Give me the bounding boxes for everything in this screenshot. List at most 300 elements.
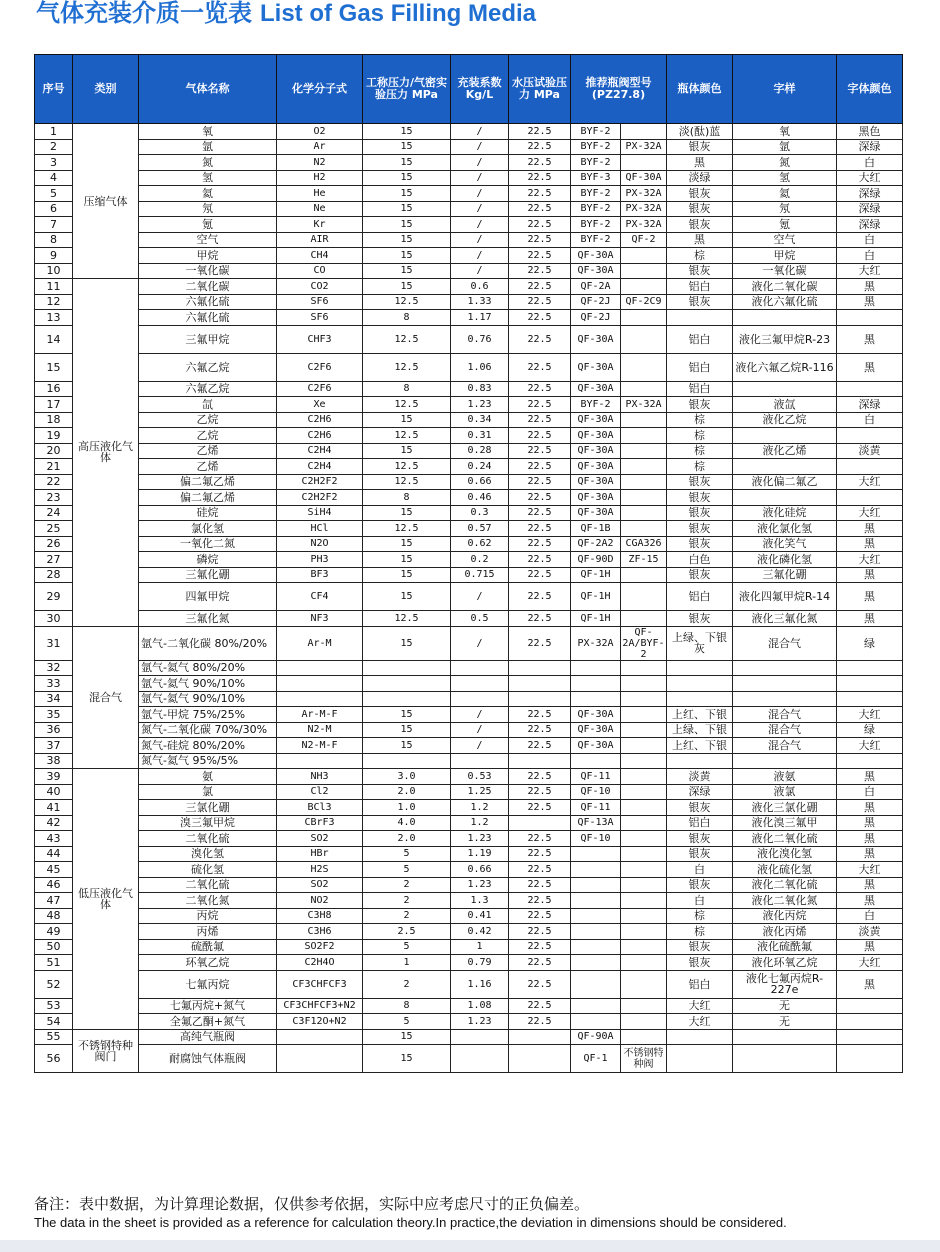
category-cell: 低压液化气体 xyxy=(73,769,139,1030)
cell-hydro-pressure: 22.5 xyxy=(509,626,571,660)
cell-pressure: 8 xyxy=(363,381,451,397)
table-row xyxy=(35,722,903,738)
cell-seq: 37 xyxy=(35,738,73,754)
cell-seq: 36 xyxy=(35,722,73,738)
cell-pressure: 15 xyxy=(363,232,451,248)
cell-font-color xyxy=(837,459,903,475)
cell-valve-alt xyxy=(621,611,667,627)
cell-valve-main: QF-30A xyxy=(571,505,621,521)
table-row xyxy=(35,521,903,537)
cell-fill-factor: / xyxy=(451,248,509,264)
cell-body-color: 白 xyxy=(667,862,733,878)
cell-body-color: 棕 xyxy=(667,412,733,428)
cell-seq: 53 xyxy=(35,998,73,1014)
cell-hydro-pressure: 22.5 xyxy=(509,1014,571,1030)
cell-font-color: 白 xyxy=(837,232,903,248)
category-cell: 压缩气体 xyxy=(73,124,139,279)
cell-gas-name: 磷烷 xyxy=(139,552,277,568)
cell-font-color: 大红 xyxy=(837,862,903,878)
cell-body-color: 淡黄 xyxy=(667,769,733,785)
cell-font-color: 黑 xyxy=(837,877,903,893)
cell-hydro-pressure xyxy=(509,1045,571,1073)
cell-valve-alt xyxy=(621,248,667,264)
cell-font-color: 黑 xyxy=(837,970,903,998)
table-row xyxy=(35,691,903,707)
cell-body-color: 上绿、下银灰 xyxy=(667,626,733,660)
cell-valve-alt xyxy=(621,505,667,521)
cell-marking: 氦 xyxy=(733,186,837,202)
cell-marking: 液化环氧乙烷 xyxy=(733,955,837,971)
cell-pressure: 15 xyxy=(363,1045,451,1073)
cell-valve-alt: QF-2C9 xyxy=(621,294,667,310)
cell-body-color: 银灰 xyxy=(667,397,733,413)
cell-font-color: 黑 xyxy=(837,846,903,862)
cell-pressure: 2 xyxy=(363,908,451,924)
cell-hydro-pressure: 22.5 xyxy=(509,124,571,140)
cell-seq: 16 xyxy=(35,381,73,397)
cell-pressure: 12.5 xyxy=(363,474,451,490)
table-row xyxy=(35,998,903,1014)
cell-hydro-pressure: 22.5 xyxy=(509,232,571,248)
cell-fill-factor: / xyxy=(451,232,509,248)
cell-body-color: 棕 xyxy=(667,924,733,940)
cell-body-color: 银灰 xyxy=(667,955,733,971)
cell-hydro-pressure: 22.5 xyxy=(509,707,571,723)
cell-marking: 液化硫化氢 xyxy=(733,862,837,878)
cell-valve-alt xyxy=(621,924,667,940)
cell-valve-main: QF-30A xyxy=(571,722,621,738)
cell-gas-name: 一氧化碳 xyxy=(139,263,277,279)
cell-gas-name: 溴化氢 xyxy=(139,846,277,862)
cell-body-color: 银灰 xyxy=(667,800,733,816)
cell-font-color: 黑 xyxy=(837,353,903,381)
note-en: The data in the sheet is provided as a reference for calculation theory.In practice,the deviation in dimensions should be considered. xyxy=(34,1215,787,1230)
cell-fill-factor: 1.25 xyxy=(451,784,509,800)
table-row xyxy=(35,924,903,940)
cell-formula xyxy=(277,691,363,707)
cell-formula: BCl3 xyxy=(277,800,363,816)
cell-seq: 21 xyxy=(35,459,73,475)
cell-hydro-pressure: 22.5 xyxy=(509,170,571,186)
cell-body-color: 铝白 xyxy=(667,583,733,611)
cell-hydro-pressure: 22.5 xyxy=(509,139,571,155)
cell-valve-main: QF-1 xyxy=(571,1045,621,1073)
cell-hydro-pressure: 22.5 xyxy=(509,428,571,444)
header-category: 类别 xyxy=(73,55,139,124)
cell-valve-main: BYF-2 xyxy=(571,155,621,171)
cell-formula: H2S xyxy=(277,862,363,878)
cell-font-color: 大红 xyxy=(837,738,903,754)
cell-valve-alt xyxy=(621,815,667,831)
cell-marking: 氮 xyxy=(733,155,837,171)
cell-marking xyxy=(733,660,837,676)
cell-marking: 混合气 xyxy=(733,722,837,738)
cell-gas-name: 氩气-甲烷 75%/25% xyxy=(139,707,277,723)
cell-seq: 23 xyxy=(35,490,73,506)
cell-marking: 液化四氟甲烷R-14 xyxy=(733,583,837,611)
cell-marking: 液化二氧化碳 xyxy=(733,279,837,295)
table-row xyxy=(35,186,903,202)
cell-valve-alt xyxy=(621,939,667,955)
cell-fill-factor: 0.83 xyxy=(451,381,509,397)
cell-formula xyxy=(277,660,363,676)
cell-gas-name: 乙烯 xyxy=(139,459,277,475)
cell-valve-main: BYF-2 xyxy=(571,186,621,202)
cell-valve-main xyxy=(571,846,621,862)
cell-font-color xyxy=(837,310,903,326)
cell-valve-alt: PX-32A xyxy=(621,186,667,202)
cell-valve-alt xyxy=(621,490,667,506)
cell-marking: 液化磷化氢 xyxy=(733,552,837,568)
cell-formula: O2 xyxy=(277,124,363,140)
cell-valve-alt: PX-32A xyxy=(621,397,667,413)
table-row xyxy=(35,1029,903,1045)
cell-pressure: 15 xyxy=(363,626,451,660)
cell-pressure: 15 xyxy=(363,738,451,754)
cell-hydro-pressure: 22.5 xyxy=(509,800,571,816)
cell-gas-name: 氢 xyxy=(139,170,277,186)
cell-seq: 46 xyxy=(35,877,73,893)
cell-valve-alt xyxy=(621,155,667,171)
cell-pressure: 15 xyxy=(363,248,451,264)
header-marking: 字样 xyxy=(733,55,837,124)
cell-formula: Cl2 xyxy=(277,784,363,800)
cell-valve-alt xyxy=(621,124,667,140)
cell-seq: 47 xyxy=(35,893,73,909)
cell-seq: 41 xyxy=(35,800,73,816)
cell-font-color: 大红 xyxy=(837,552,903,568)
cell-font-color xyxy=(837,753,903,769)
cell-body-color: 铝白 xyxy=(667,815,733,831)
cell-formula: CF3CHFCF3+N2 xyxy=(277,998,363,1014)
cell-valve-alt: PX-32A xyxy=(621,217,667,233)
table-row xyxy=(35,784,903,800)
table-row xyxy=(35,443,903,459)
cell-fill-factor: / xyxy=(451,139,509,155)
table-row xyxy=(35,139,903,155)
cell-valve-main xyxy=(571,877,621,893)
cell-valve-main: QF-13A xyxy=(571,815,621,831)
cell-body-color: 棕 xyxy=(667,248,733,264)
cell-body-color: 银灰 xyxy=(667,939,733,955)
cell-hydro-pressure: 22.5 xyxy=(509,155,571,171)
cell-gas-name: 乙烯 xyxy=(139,443,277,459)
cell-seq: 50 xyxy=(35,939,73,955)
cell-marking: 液氯 xyxy=(733,784,837,800)
cell-formula: SO2F2 xyxy=(277,939,363,955)
cell-hydro-pressure: 22.5 xyxy=(509,310,571,326)
cell-gas-name: 氩气-氦气 90%/10% xyxy=(139,691,277,707)
cell-pressure: 2.5 xyxy=(363,924,451,940)
cell-gas-name: 氮气-氦气 95%/5% xyxy=(139,753,277,769)
footer-bar xyxy=(0,1240,940,1252)
cell-marking: 液化三氟化氮 xyxy=(733,611,837,627)
cell-hydro-pressure: 22.5 xyxy=(509,217,571,233)
cell-font-color: 绿 xyxy=(837,626,903,660)
cell-gas-name: 耐腐蚀气体瓶阀 xyxy=(139,1045,277,1073)
cell-gas-name: 乙烷 xyxy=(139,412,277,428)
cell-body-color: 上红、下银 xyxy=(667,707,733,723)
cell-marking xyxy=(733,459,837,475)
cell-body-color: 淡绿 xyxy=(667,170,733,186)
cell-seq: 39 xyxy=(35,769,73,785)
cell-valve-main: QF-2J xyxy=(571,310,621,326)
cell-font-color: 淡黄 xyxy=(837,443,903,459)
cell-pressure: 15 xyxy=(363,201,451,217)
cell-formula: CBrF3 xyxy=(277,815,363,831)
cell-fill-factor: / xyxy=(451,722,509,738)
cell-gas-name: 偏二氟乙烯 xyxy=(139,490,277,506)
cell-body-color: 大红 xyxy=(667,998,733,1014)
cell-hydro-pressure: 22.5 xyxy=(509,862,571,878)
header-hydro-pressure: 水压试验压力 MPa xyxy=(509,55,571,124)
cell-gas-name: 高纯气瓶阀 xyxy=(139,1029,277,1045)
cell-gas-name: 硫化氢 xyxy=(139,862,277,878)
cell-gas-name: 六氟化硫 xyxy=(139,310,277,326)
cell-body-color: 棕 xyxy=(667,459,733,475)
cell-gas-name: 硅烷 xyxy=(139,505,277,521)
cell-valve-alt xyxy=(621,583,667,611)
cell-marking: 氖 xyxy=(733,201,837,217)
table-row xyxy=(35,170,903,186)
cell-gas-name: 溴三氟甲烷 xyxy=(139,815,277,831)
header-gas-name: 气体名称 xyxy=(139,55,277,124)
cell-pressure: 12.5 xyxy=(363,325,451,353)
cell-hydro-pressure: 22.5 xyxy=(509,738,571,754)
cell-valve-main: QF-30A xyxy=(571,474,621,490)
cell-hydro-pressure: 22.5 xyxy=(509,769,571,785)
cell-valve-main: QF-30A xyxy=(571,428,621,444)
cell-valve-alt xyxy=(621,459,667,475)
cell-hydro-pressure: 22.5 xyxy=(509,611,571,627)
table-row xyxy=(35,217,903,233)
cell-gas-name: 三氯化硼 xyxy=(139,800,277,816)
cell-body-color: 银灰 xyxy=(667,611,733,627)
cell-valve-alt xyxy=(621,893,667,909)
cell-fill-factor: 0.76 xyxy=(451,325,509,353)
cell-pressure: 5 xyxy=(363,939,451,955)
cell-valve-alt xyxy=(621,325,667,353)
cell-pressure: 15 xyxy=(363,186,451,202)
cell-body-color: 铝白 xyxy=(667,325,733,353)
cell-formula: SiH4 xyxy=(277,505,363,521)
cell-font-color: 深绿 xyxy=(837,186,903,202)
cell-hydro-pressure: 22.5 xyxy=(509,583,571,611)
cell-gas-name: 氨 xyxy=(139,769,277,785)
cell-valve-main: QF-2A2 xyxy=(571,536,621,552)
cell-hydro-pressure: 22.5 xyxy=(509,294,571,310)
cell-valve-alt xyxy=(621,353,667,381)
table-row xyxy=(35,583,903,611)
cell-font-color: 绿 xyxy=(837,722,903,738)
cell-seq: 44 xyxy=(35,846,73,862)
cell-hydro-pressure: 22.5 xyxy=(509,846,571,862)
cell-body-color: 银灰 xyxy=(667,474,733,490)
cell-gas-name: 空气 xyxy=(139,232,277,248)
cell-formula: C2F6 xyxy=(277,381,363,397)
cell-valve-alt: PX-32A xyxy=(621,139,667,155)
cell-seq: 12 xyxy=(35,294,73,310)
cell-pressure: 15 xyxy=(363,505,451,521)
cell-fill-factor: / xyxy=(451,583,509,611)
cell-body-color: 上红、下银 xyxy=(667,738,733,754)
cell-font-color: 黑 xyxy=(837,611,903,627)
cell-valve-alt xyxy=(621,998,667,1014)
cell-pressure: 12.5 xyxy=(363,611,451,627)
table-row xyxy=(35,955,903,971)
cell-valve-alt xyxy=(621,263,667,279)
cell-font-color xyxy=(837,660,903,676)
gas-media-table xyxy=(34,54,903,1073)
cell-marking: 无 xyxy=(733,1014,837,1030)
cell-valve-main: BYF-2 xyxy=(571,124,621,140)
cell-gas-name: 氙 xyxy=(139,397,277,413)
cell-pressure: 4.0 xyxy=(363,815,451,831)
cell-font-color: 淡黄 xyxy=(837,924,903,940)
header-fill-factor: 充装系数 Kg/L xyxy=(451,55,509,124)
cell-gas-name: 乙烷 xyxy=(139,428,277,444)
cell-seq: 55 xyxy=(35,1029,73,1045)
cell-valve-main: QF-1H xyxy=(571,567,621,583)
cell-valve-alt xyxy=(621,443,667,459)
cell-formula: SO2 xyxy=(277,877,363,893)
cell-valve-main: QF-1H xyxy=(571,583,621,611)
cell-font-color xyxy=(837,998,903,1014)
cell-valve-main: QF-30A xyxy=(571,381,621,397)
cell-pressure: 8 xyxy=(363,998,451,1014)
cell-valve-main xyxy=(571,691,621,707)
cell-marking: 氢 xyxy=(733,170,837,186)
cell-gas-name: 六氟化硫 xyxy=(139,294,277,310)
cell-pressure: 3.0 xyxy=(363,769,451,785)
table-row xyxy=(35,738,903,754)
cell-gas-name: 氩气-氦气 80%/20% xyxy=(139,660,277,676)
cell-seq: 26 xyxy=(35,536,73,552)
cell-valve-alt: QF-2 xyxy=(621,232,667,248)
cell-valve-main: QF-30A xyxy=(571,325,621,353)
cell-marking: 液化溴三氟甲 xyxy=(733,815,837,831)
cell-body-color: 银灰 xyxy=(667,139,733,155)
cell-fill-factor: / xyxy=(451,626,509,660)
cell-body-color: 铝白 xyxy=(667,353,733,381)
cell-formula: C2H4O xyxy=(277,955,363,971)
cell-seq: 56 xyxy=(35,1045,73,1073)
cell-font-color: 黑色 xyxy=(837,124,903,140)
cell-formula: C2H2F2 xyxy=(277,474,363,490)
cell-fill-factor: 0.46 xyxy=(451,490,509,506)
cell-seq: 19 xyxy=(35,428,73,444)
cell-body-color: 银灰 xyxy=(667,186,733,202)
cell-marking: 无 xyxy=(733,998,837,1014)
cell-fill-factor: / xyxy=(451,263,509,279)
cell-formula xyxy=(277,1029,363,1045)
cell-gas-name: 氮气-二氧化碳 70%/30% xyxy=(139,722,277,738)
cell-pressure: 15 xyxy=(363,707,451,723)
cell-valve-alt xyxy=(621,474,667,490)
header-font-color: 字体颜色 xyxy=(837,55,903,124)
table-row xyxy=(35,846,903,862)
cell-body-color xyxy=(667,1029,733,1045)
cell-marking xyxy=(733,676,837,692)
title-en: List of Gas Filling Media xyxy=(260,0,537,27)
cell-pressure: 15 xyxy=(363,1029,451,1045)
table-row xyxy=(35,939,903,955)
cell-valve-main xyxy=(571,753,621,769)
cell-body-color: 银灰 xyxy=(667,877,733,893)
cell-valve-main xyxy=(571,955,621,971)
table-row xyxy=(35,567,903,583)
cell-pressure xyxy=(363,753,451,769)
cell-seq: 28 xyxy=(35,567,73,583)
cell-fill-factor: 0.31 xyxy=(451,428,509,444)
cell-formula: Ar-M-F xyxy=(277,707,363,723)
cell-seq: 33 xyxy=(35,676,73,692)
cell-pressure: 2 xyxy=(363,970,451,998)
cell-valve-main: BYF-2 xyxy=(571,201,621,217)
cell-hydro-pressure: 22.5 xyxy=(509,279,571,295)
cell-valve-main: QF-30A xyxy=(571,490,621,506)
table-row xyxy=(35,707,903,723)
cell-valve-main: BYF-2 xyxy=(571,139,621,155)
cell-font-color: 白 xyxy=(837,908,903,924)
table-row xyxy=(35,490,903,506)
cell-seq: 54 xyxy=(35,1014,73,1030)
table-row xyxy=(35,310,903,326)
cell-valve-main xyxy=(571,924,621,940)
cell-seq: 11 xyxy=(35,279,73,295)
cell-hydro-pressure: 22.5 xyxy=(509,970,571,998)
cell-seq: 51 xyxy=(35,955,73,971)
cell-body-color: 银灰 xyxy=(667,217,733,233)
cell-valve-main xyxy=(571,1014,621,1030)
cell-formula: NF3 xyxy=(277,611,363,627)
cell-valve-main: QF-2J xyxy=(571,294,621,310)
cell-gas-name: 氩气-氦气 90%/10% xyxy=(139,676,277,692)
cell-fill-factor: 0.41 xyxy=(451,908,509,924)
cell-marking: 甲烷 xyxy=(733,248,837,264)
cell-seq: 40 xyxy=(35,784,73,800)
cell-body-color: 棕 xyxy=(667,428,733,444)
cell-fill-factor: / xyxy=(451,124,509,140)
category-cell: 混合气 xyxy=(73,626,139,769)
cell-hydro-pressure xyxy=(509,815,571,831)
table-row xyxy=(35,428,903,444)
cell-body-color: 银灰 xyxy=(667,536,733,552)
table-row xyxy=(35,263,903,279)
cell-valve-main: QF-90D xyxy=(571,552,621,568)
cell-seq: 43 xyxy=(35,831,73,847)
cell-valve-alt xyxy=(621,428,667,444)
cell-body-color: 淡(酞)蓝 xyxy=(667,124,733,140)
table-row xyxy=(35,155,903,171)
cell-valve-main xyxy=(571,908,621,924)
cell-fill-factor: 0.66 xyxy=(451,862,509,878)
cell-seq: 5 xyxy=(35,186,73,202)
cell-gas-name: 一氧化二氮 xyxy=(139,536,277,552)
cell-fill-factor: 0.34 xyxy=(451,412,509,428)
cell-font-color: 黑 xyxy=(837,831,903,847)
cell-font-color: 大红 xyxy=(837,955,903,971)
cell-pressure: 2.0 xyxy=(363,784,451,800)
cell-gas-name: 六氟乙烷 xyxy=(139,353,277,381)
cell-body-color: 黑 xyxy=(667,232,733,248)
cell-formula: C2H4 xyxy=(277,459,363,475)
cell-hydro-pressure: 22.5 xyxy=(509,263,571,279)
cell-fill-factor: 1.16 xyxy=(451,970,509,998)
cell-valve-main: QF-90A xyxy=(571,1029,621,1045)
table-row xyxy=(35,877,903,893)
cell-seq: 45 xyxy=(35,862,73,878)
